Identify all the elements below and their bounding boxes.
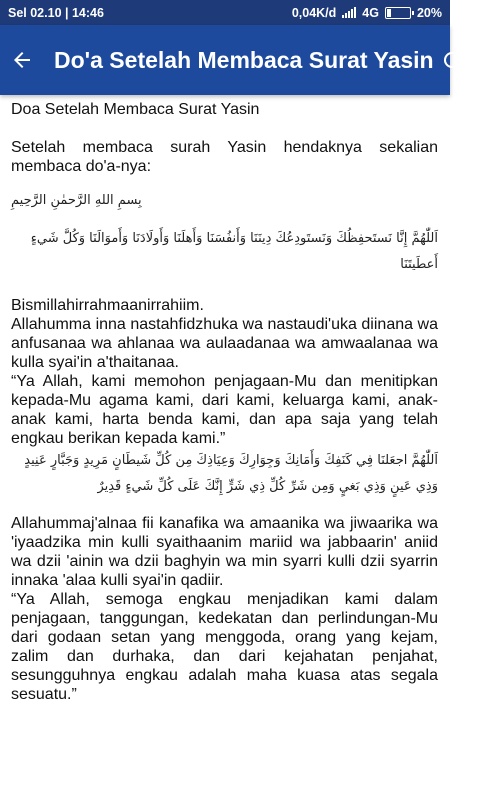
refresh-button[interactable] (440, 35, 464, 85)
network-speed: 0,04K/d (291, 5, 337, 20)
bismillah-latin: Bismillahirrahmaanirrahiim. (11, 297, 204, 314)
doa1-arabic: اَللّٰهُمَّ إِنَّا نَستَحفِظُكَ وَنَستَودِعُكَ دِينَنَا وَأَنفُسَنَا وَأَهلَنَا وَأَولَادَنَا وَأَموَالَنَا وَكُلَّ شَيءٍ أَعطَيتَنَا (30, 231, 438, 272)
page-title: Do'a Setelah Membaca Surat Yasin (54, 46, 434, 73)
signal-icon (342, 7, 356, 18)
overflow-menu-button[interactable] (466, 35, 490, 85)
doa2-translation: “Ya Allah, semoga engkau menjadikan kami dalam penjagaan, tanggungan, kedekatan dan perlindungan-Mu dari godaan setan yang menggoda, orang yang kejam, zalim dan durhaka, dan dari kejahatan penjahat, sesungguhnya engkau adalah maha kuasa atas segala sesuatu.” (11, 591, 438, 703)
status-time: Sel 02.10 | 14:46 (8, 5, 104, 20)
doa2-latin: Allahummaj'alnaa fii kanafika wa amaanika wa jiwaarika wa 'iyaadzika min kulli syaithaanim mariid wa jabbaarin' aniid wa dzii 'ainin wa dzii baghyin wa min syarri kulli dzii syarrin innaka 'alaa kulli syai'in qadiir. (11, 515, 438, 589)
app-bar (0, 25, 450, 95)
doa2-arabic: اَللّٰهُمَّ اجعَلنَا فِي كَنَفِكَ وَأَمَانِكَ وَجِوَارِكَ وَعِيَاذِكَ مِن كُلِّ شَيطَانٍ مَرِيدٍ وَجَبَّارٍ عَنِيدٍ وَذِي عَينٍ وَذِي بَغيٍ وَمِن شَرِّ كُلِّ ذِي شَرٍّ إِنَّكَ عَلَى كُلِّ شَيءٍ قَدِيرٌ (24, 453, 438, 494)
bismillah-arabic: بِسمِ اللهِ الرَّحمٰنِ الرَّحِيمِ (11, 193, 142, 208)
arrow-left-icon (10, 48, 34, 72)
battery-percent: 20% (416, 5, 442, 20)
battery-fill (387, 9, 391, 17)
battery-icon (385, 7, 411, 19)
article-content (0, 95, 450, 800)
more-vert-icon (466, 48, 490, 72)
back-button[interactable] (10, 35, 34, 85)
article-heading: Doa Setelah Membaca Surat Yasin (11, 101, 260, 118)
doa1-translation: “Ya Allah, kami memohon penjagaan-Mu dan menitipkan kepada-Mu agama kami, dari kami, keluarga kami, anak-anak kami, harta benda kami, dan apa saja yang telah engkau berikan kepada kami.” (11, 373, 438, 447)
intro-paragraph: Setelah membaca surah Yasin hendaknya sekalian membaca do'a-nya: (11, 139, 438, 175)
refresh-icon (440, 48, 464, 72)
doa1-latin: Allahumma inna nastahfidzhuka wa nastaudi'uka diinana wa anfusanaa wa ahlanaa wa aulaadanaa wa amwaalanaa wa kulla syai'in a'thaitanaa. (11, 316, 438, 371)
status-indicators (292, 6, 442, 20)
network-type: 4G (362, 5, 379, 20)
status-bar (0, 0, 450, 25)
